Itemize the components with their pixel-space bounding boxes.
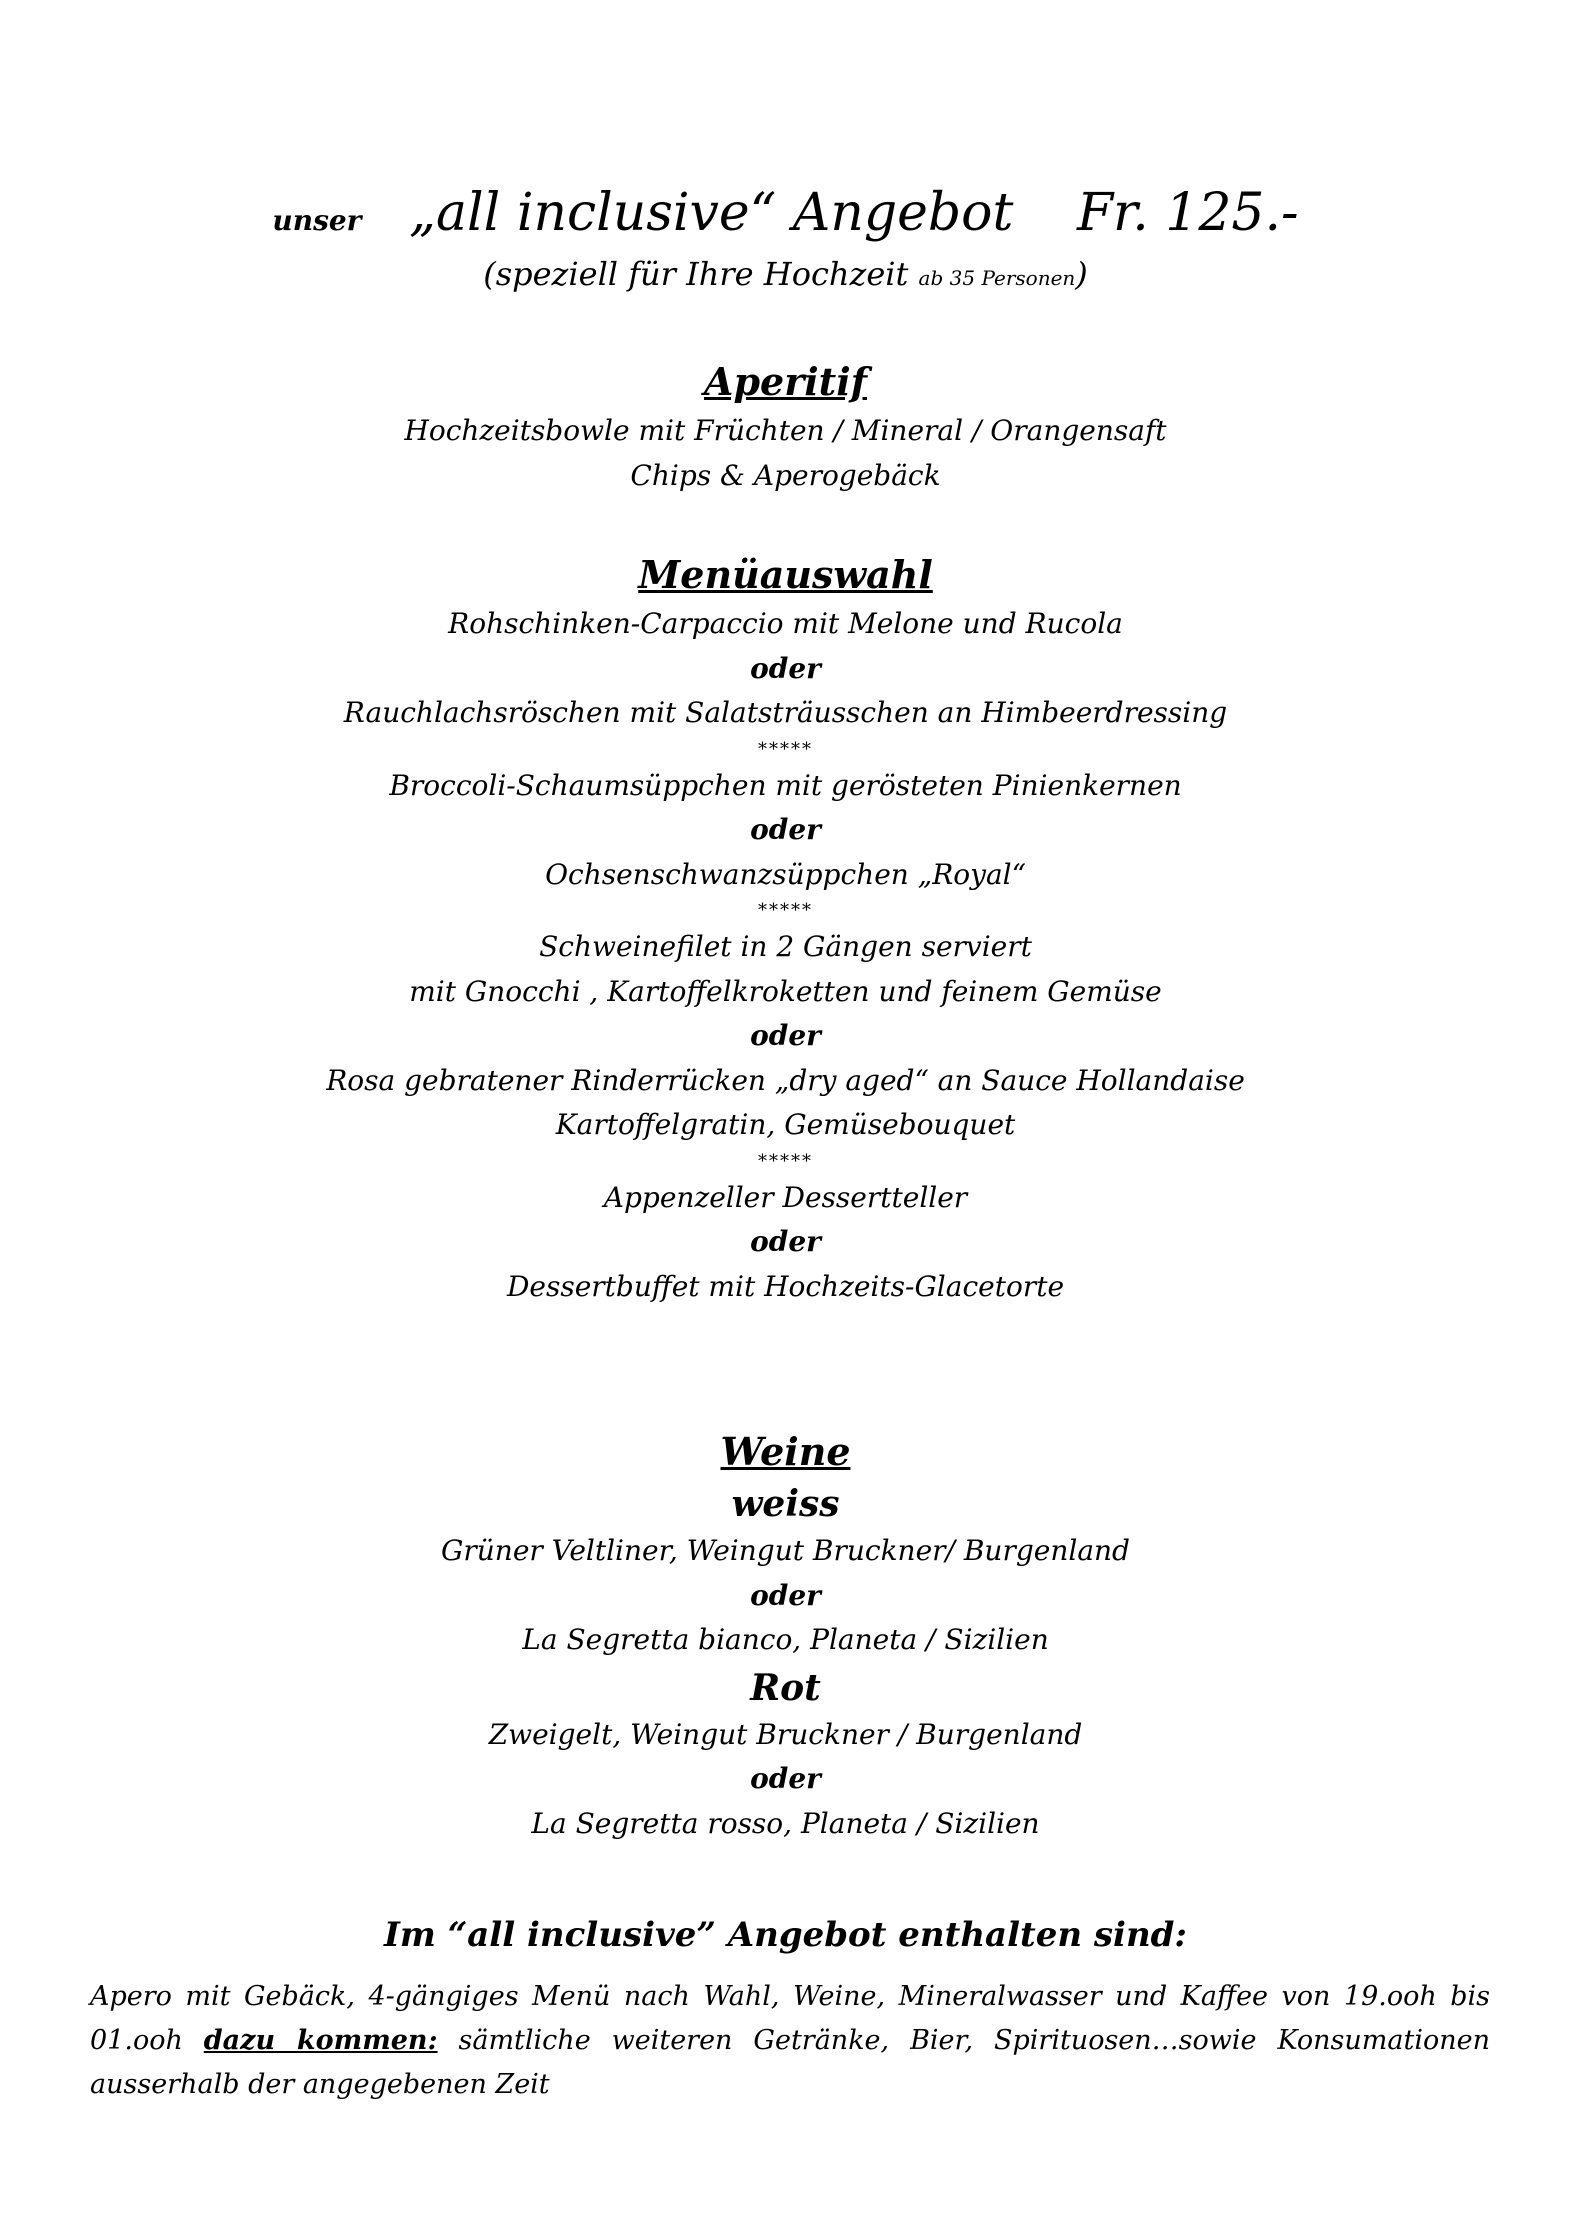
wine-item: Grüner Veltliner, Weingut Bruckner/ Burgenland [441,1534,1130,1567]
title-prefix: unser [272,204,362,237]
aperitif-line: Chips & Aperogebäck [630,458,941,492]
menu-item: Broccoli-Schaumsüppchen mit gerösteten Pinienkernen [389,768,1182,802]
menu-item: Kartoffelgratin, Gemüsebouquet [555,1108,1016,1141]
wines-heading: Weine [720,1429,851,1474]
menu-item: Rohschinken-Carpaccio mit Melone und Rucola [448,607,1123,640]
aperitif-section [0,355,1571,498]
menu-item: Appenzeller Dessertteller [603,1180,968,1214]
inclusive-text-part1: Apero mit Gebäck, 4-gängiges Menü nach Wahl, Weine, Mineralwasser und Kaffee von 19.ooh bis 01.ooh [90,1981,1490,2056]
aperitif-line: Hochzeitsbowle mit Früchten / Mineral / Orangensaft [404,414,1167,447]
white-wine-label: weiss [731,1483,840,1525]
menu-section [0,548,1571,1309]
course-divider: ***** [758,900,813,921]
extra-label: dazu kommen: [203,2025,438,2056]
menu-item: Schweinefilet in 2 Gängen serviert [539,930,1032,963]
subtitle-main: (speziell für Ihre Hochzeit [483,255,909,293]
course-divider: ***** [758,738,813,760]
title-price: Fr. 125.- [1076,183,1299,243]
offer-title [0,183,1571,243]
menu-item: mit Gnocchi , Kartoffelkroketten und feinem Gemüse [409,974,1162,1008]
offer-subtitle [0,255,1571,293]
oder-separator: oder [750,1019,821,1052]
subtitle-persons: ab 35 Personen [918,266,1076,290]
wines-section [0,1425,1571,1846]
menu-item: Dessertbuffet mit Hochzeits-Glacetorte [506,1269,1065,1303]
aperitif-heading: Aperitif [703,359,868,404]
inclusive-heading: Im “all inclusive” Angebot enthalten sind: [383,1915,1187,1955]
wine-item: Zweigelt, Weingut Bruckner / Burgenland [488,1717,1083,1751]
oder-separator: oder [750,1762,821,1795]
oder-separator: oder [750,1225,821,1258]
oder-separator: oder [750,813,821,846]
menu-item: Rosa gebratener Rinderrücken „dry aged“ an Sauce Hollandaise [326,1063,1245,1097]
menu-heading: Menüauswahl [638,552,933,597]
oder-separator: oder [750,1578,821,1612]
course-divider: ***** [758,1150,813,1172]
wine-item: La Segretta rosso, Planeta / Sizilien [531,1806,1040,1840]
menu-item: Rauchlachsröschen mit Salatsträusschen an Himbeerdressing [343,696,1228,729]
inclusive-text [90,1975,1490,2107]
wine-item: La Segretta bianco, Planeta / Sizilien [522,1623,1049,1656]
red-wine-label: Rot [750,1666,821,1709]
title-offer: „all inclusive“ Angebot [409,183,1014,243]
menu-item: Ochsenschwanzsüppchen „Royal“ [545,857,1026,891]
oder-separator: oder [750,651,821,685]
subtitle-end: ) [1075,255,1088,293]
inclusive-text-part2: sämtliche weiteren Getränke, Bier, Spirituosen…sowie Konsumationen ausserhalb der angegebenen Zeit [90,2025,1490,2100]
